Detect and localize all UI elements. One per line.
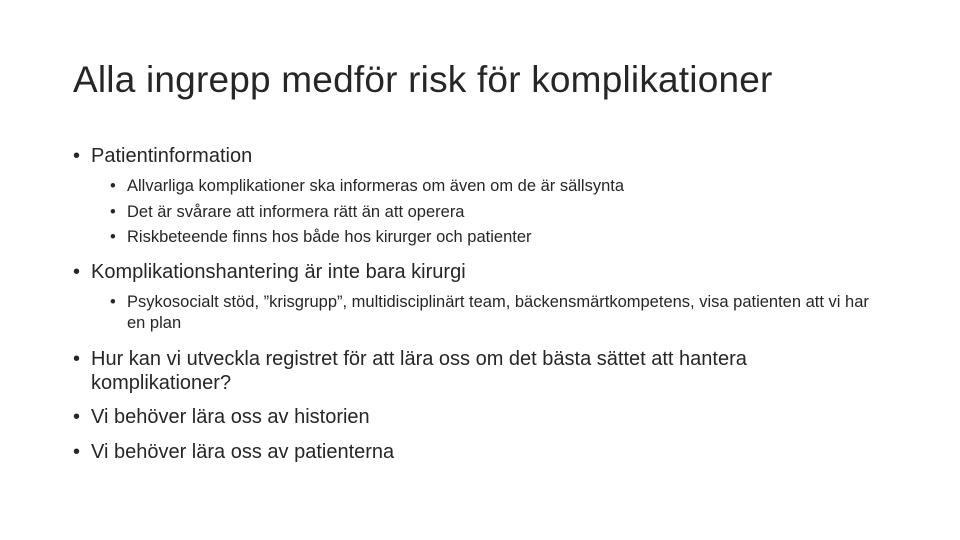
bullet-item [73,144,913,168]
sub-bullet-item [110,227,887,249]
bullet-text: Vi behöver lära oss av patienterna [91,440,395,463]
bullet-item [73,260,913,284]
sub-bullet-list [73,176,913,249]
slide-body [73,144,913,464]
sub-bullet-text: Psykosocialt stöd, ”krisgrupp”, multidisciplinärt team, bäckensmärtkompetens, visa patienten att vi har en plan [127,292,869,332]
bullet-icon: • [110,177,116,195]
sub-bullet-text: Riskbeteende finns hos både hos kirurger och patienter [127,228,532,246]
bullet-text: Vi behöver lära oss av historien [91,405,370,428]
bullet-icon: • [110,202,116,221]
bullet-icon: • [110,292,116,311]
bullet-text: Patientinformation [91,145,253,167]
bullet-icon: • [73,145,81,167]
bullet-text: Komplikationshantering är inte bara kirurgi [91,260,466,283]
sub-bullet-text: Det är svårare att informera rätt än att operera [127,202,465,221]
bullet-item [73,440,913,464]
sub-bullet-list [73,292,913,335]
sub-bullet-item [110,202,887,224]
bullet-icon: • [73,405,81,428]
bullet-text: Hur kan vi utveckla registret för att lära oss om det bästa sättet att hantera komplikationer? [91,347,747,394]
sub-bullet-item [110,176,887,198]
bullet-icon: • [73,347,81,370]
bullet-icon: • [110,228,116,246]
bullet-item [73,405,913,429]
bullet-item [73,347,891,395]
slide-title: Alla ingrepp medför risk för komplikationer [73,59,773,100]
sub-bullet-text: Allvarliga komplikationer ska informeras om även om de är sällsynta [127,177,625,195]
bullet-icon: • [73,440,81,463]
bullet-icon: • [73,260,81,283]
sub-bullet-item [110,292,887,335]
